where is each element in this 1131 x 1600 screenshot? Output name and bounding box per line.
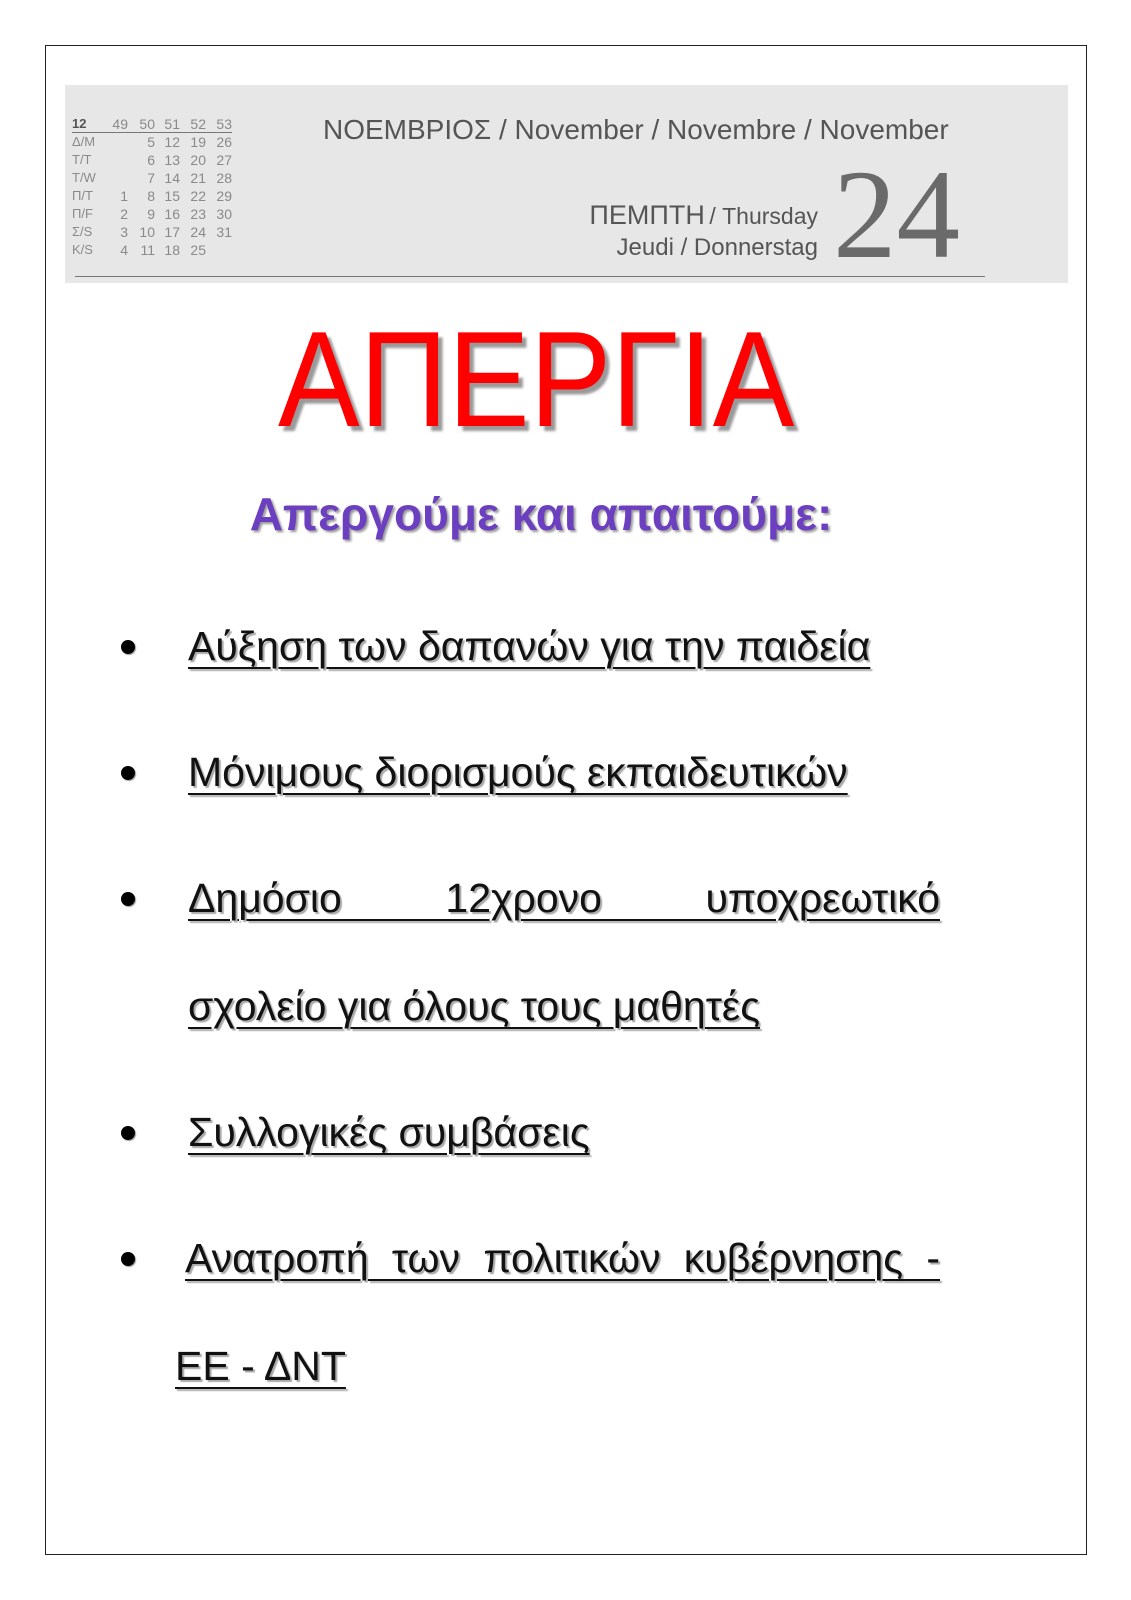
mini-calendar-day: 31 bbox=[216, 224, 232, 240]
list-item-text: Δημόσιο 12χρονο υποχρεωτικό bbox=[188, 875, 940, 921]
mini-calendar-day: 30 bbox=[216, 206, 232, 222]
list-item-text-continued: σχολείο για όλους τους μαθητές bbox=[188, 983, 760, 1029]
mini-calendar-week-number: 51 bbox=[155, 115, 180, 133]
mini-calendar-day: 23 bbox=[190, 206, 206, 222]
weekday-english: / Thursday bbox=[709, 203, 818, 229]
mini-calendar-day: 28 bbox=[216, 170, 232, 186]
mini-calendar-day: 24 bbox=[190, 224, 206, 240]
list-item bbox=[0, 844, 1131, 1060]
mini-calendar-week-number: 53 bbox=[206, 115, 232, 133]
mini-calendar-day: 6 bbox=[147, 152, 155, 168]
mini-calendar-weekday-label: Π/F bbox=[72, 206, 93, 221]
mini-calendar-day: 27 bbox=[216, 152, 232, 168]
mini-calendar-day: 16 bbox=[164, 206, 180, 222]
weekday-line bbox=[589, 202, 818, 229]
mini-calendar-day: 17 bbox=[164, 224, 180, 240]
mini-calendar-day: 9 bbox=[147, 206, 155, 222]
mini-calendar-day: 26 bbox=[216, 134, 232, 150]
mini-calendar-day: 29 bbox=[216, 188, 232, 204]
list-item-text: Αύξηση των δαπανών για την παιδεία bbox=[188, 623, 871, 669]
list-item-text: Συλλογικές συμβάσεις bbox=[188, 1109, 590, 1155]
day-number: 24 bbox=[833, 145, 960, 285]
mini-calendar-day: 15 bbox=[164, 188, 180, 204]
mini-calendar-week-number: 49 bbox=[102, 115, 128, 133]
mini-calendar-day: 22 bbox=[190, 188, 206, 204]
list-item bbox=[0, 1204, 1131, 1420]
list-item-text: Μόνιμους διορισμούς εκπαιδευτικών bbox=[188, 749, 848, 795]
mini-calendar-day: 8 bbox=[147, 188, 155, 204]
month-header: ΝΟΕΜΒΡΙΟΣ / November / Novembre / November bbox=[323, 114, 949, 145]
mini-calendar bbox=[72, 115, 232, 259]
demands-list bbox=[0, 592, 1131, 1438]
mini-calendar-day: 19 bbox=[190, 134, 206, 150]
mini-calendar-day: 18 bbox=[164, 242, 180, 258]
mini-calendar-day bbox=[102, 133, 128, 151]
bullet-icon bbox=[121, 640, 135, 654]
mini-calendar-day: 1 bbox=[120, 188, 128, 204]
bullet-icon bbox=[121, 892, 135, 906]
mini-calendar-weekday-label: Δ/M bbox=[72, 134, 96, 149]
mini-calendar-weekday-label: Κ/S bbox=[72, 242, 93, 257]
calendar-divider bbox=[75, 276, 985, 277]
mini-calendar-day: 13 bbox=[164, 152, 180, 168]
mini-calendar-day: 25 bbox=[190, 242, 206, 258]
mini-calendar-day bbox=[206, 241, 232, 259]
list-item-text: Ανατροπή των πολιτικών κυβέρνησης - bbox=[185, 1235, 940, 1281]
mini-calendar-day: 5 bbox=[147, 134, 155, 150]
mini-calendar-weekday-label: Τ/T bbox=[72, 152, 92, 167]
mini-calendar-month-number: 12 bbox=[72, 115, 102, 133]
mini-calendar-weekday-label: Σ/S bbox=[72, 224, 93, 239]
list-item bbox=[0, 718, 1131, 826]
mini-calendar-day: 21 bbox=[190, 170, 206, 186]
bullet-icon bbox=[121, 1252, 135, 1266]
weekday-french-german: Jeudi / Donnerstag bbox=[616, 234, 818, 261]
calendar-header bbox=[65, 85, 1068, 283]
bullet-icon bbox=[121, 766, 135, 780]
mini-calendar-day: 20 bbox=[190, 152, 206, 168]
weekday-greek: ΠΕΜΠΤΗ bbox=[589, 200, 705, 230]
mini-calendar-day bbox=[102, 169, 128, 187]
mini-calendar-weekday-label: Τ/W bbox=[72, 170, 96, 185]
list-item bbox=[0, 592, 1131, 700]
page-title: ΑΠΕΡΓΙΑ bbox=[278, 303, 795, 455]
mini-calendar-day: 4 bbox=[120, 242, 128, 258]
mini-calendar-day: 3 bbox=[120, 224, 128, 240]
mini-calendar-day: 10 bbox=[139, 224, 155, 240]
mini-calendar-day: 2 bbox=[120, 206, 128, 222]
mini-calendar-weekday-label: Π/T bbox=[72, 188, 93, 203]
mini-calendar-day: 12 bbox=[164, 134, 180, 150]
bullet-icon bbox=[121, 1126, 135, 1140]
mini-calendar-week-number: 52 bbox=[180, 115, 206, 133]
mini-calendar-day: 11 bbox=[140, 242, 155, 258]
list-item-text-continued: ΕΕ - ΔΝΤ bbox=[175, 1343, 346, 1389]
list-item bbox=[0, 1078, 1131, 1186]
mini-calendar-day: 14 bbox=[164, 170, 180, 186]
page-subtitle: Απεργούμε και απαιτούμε: bbox=[249, 488, 833, 540]
mini-calendar-day bbox=[102, 151, 128, 169]
mini-calendar-day: 7 bbox=[147, 170, 155, 186]
mini-calendar-week-number: 50 bbox=[128, 115, 155, 133]
